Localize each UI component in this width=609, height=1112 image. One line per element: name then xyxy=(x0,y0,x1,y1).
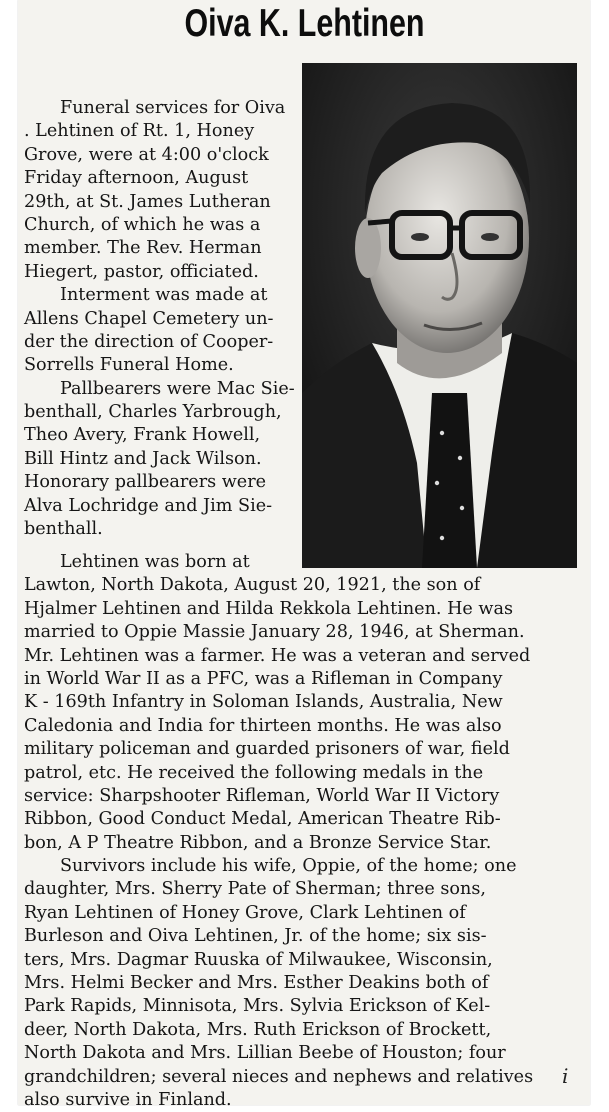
text-line: ters, Mrs. Dagmar Ruuska of Milwaukee, Wisconsin, xyxy=(24,949,493,970)
text-line: in World War II as a PFC, was a Rifleman in Company xyxy=(24,668,503,689)
edge-fragment: i xyxy=(562,1064,569,1088)
text-line: Caledonia and India for thirteen months. He was also xyxy=(24,715,502,736)
text-line: benthall, Charles Yarbrough, xyxy=(24,402,282,423)
text-line: Bill Hintz and Jack Wilson. xyxy=(24,448,262,469)
obituary-headline: Oiva K. Lehtinen xyxy=(184,2,425,45)
text-line: Honorary pallbearers were xyxy=(24,472,267,493)
text-line: service: Sharpshooter Rifleman, World War II Victory xyxy=(24,785,500,806)
text-line: . Lehtinen of Rt. 1, Honey xyxy=(24,121,255,142)
text-line: bon, A P Theatre Ribbon, and a Bronze Service Star. xyxy=(24,832,492,853)
text-line: North Dakota and Mrs. Lillian Beebe of Houston; four xyxy=(24,1043,506,1064)
text-line: member. The Rev. Herman xyxy=(24,238,262,259)
text-line: Ribbon, Good Conduct Medal, American Theatre Rib- xyxy=(24,809,501,830)
text-line: benthall. xyxy=(24,519,103,540)
text-line: Survivors include his wife, Oppie, of the home; one xyxy=(60,856,517,877)
text-line: also survive in Finland. xyxy=(24,1089,232,1110)
text-line: grandchildren; several nieces and nephews and relatives xyxy=(24,1066,534,1087)
text-line: Mr. Lehtinen was a farmer. He was a veteran and served xyxy=(24,645,531,666)
text-line: Alva Lochridge and Jim Sie- xyxy=(24,495,273,516)
text-line: Funeral services for Oiva xyxy=(60,98,286,118)
text-line: Park Rapids, Minnisota, Mrs. Sylvia Erickson of Kel- xyxy=(24,996,491,1017)
text-line: Lehtinen was born at xyxy=(60,552,250,572)
text-line: Interment was made at xyxy=(60,285,268,306)
text-line: Sorrells Funeral Home. xyxy=(24,355,234,376)
text-line: Burleson and Oiva Lehtinen, Jr. of the home; six sis- xyxy=(24,926,487,947)
text-line: Hjalmer Lehtinen and Hilda Rekkola Lehtinen. He was xyxy=(24,598,514,619)
text-line: Pallbearers were Mac Sie- xyxy=(60,378,295,399)
text-line: K - 169th Infantry in Soloman Islands, Australia, New xyxy=(24,692,503,713)
text-line: Lawton, North Dakota, August 20, 1921, the son of xyxy=(24,575,481,596)
text-line: Theo Avery, Frank Howell, xyxy=(24,425,261,446)
text-line: Grove, were at 4:00 o'clock xyxy=(24,144,269,165)
text-line: daughter, Mrs. Sherry Pate of Sherman; three sons, xyxy=(24,879,486,900)
text-line: patrol, etc. He received the following medals in the xyxy=(24,762,484,783)
text-line: 29th, at St. James Lutheran xyxy=(24,191,271,212)
text-line: married to Oppie Massie January 28, 1946, at Sherman. xyxy=(24,622,525,643)
portrait-photo xyxy=(302,63,577,568)
text-line: Friday afternoon, August xyxy=(24,168,249,189)
obituary-body-text xyxy=(24,551,594,1112)
text-line: Ryan Lehtinen of Honey Grove, Clark Lehtinen of xyxy=(24,902,466,923)
text-line: deer, North Dakota, Mrs. Ruth Erickson of Brockett, xyxy=(24,1019,492,1040)
portrait-photo-drawing xyxy=(302,63,577,568)
text-line: der the direction of Cooper- xyxy=(24,331,274,352)
obituary-column-text xyxy=(24,97,298,541)
text-line: Hiegert, pastor, officiated. xyxy=(24,261,259,282)
text-line: Allens Chapel Cemetery un- xyxy=(24,308,274,329)
text-line: Mrs. Helmi Becker and Mrs. Esther Deakins both of xyxy=(24,973,489,994)
text-line: military policeman and guarded prisoners of war, field xyxy=(24,739,510,760)
text-line: Church, of which he was a xyxy=(24,214,261,235)
